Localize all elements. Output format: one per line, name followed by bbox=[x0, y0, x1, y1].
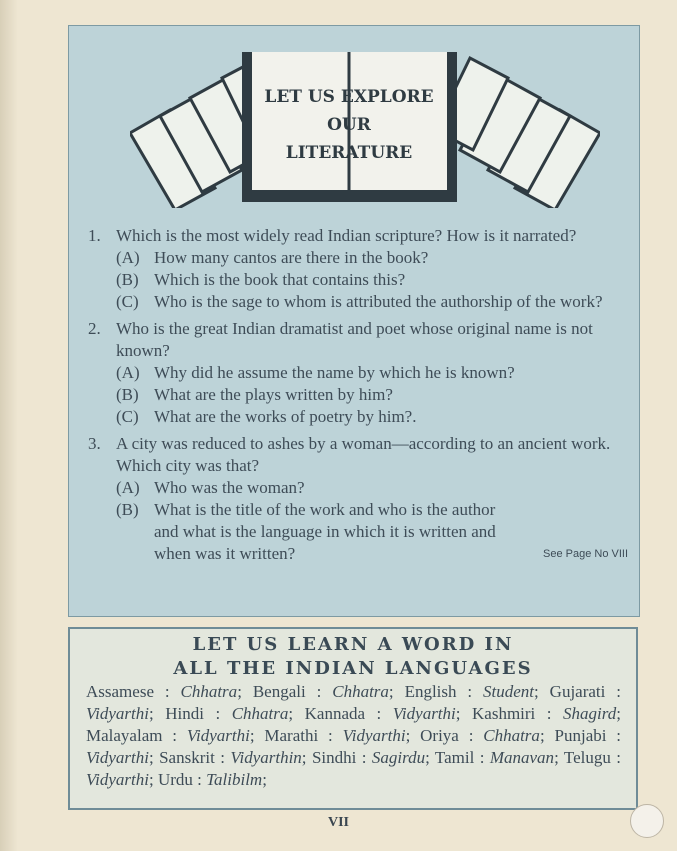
language-name: Sindhi bbox=[311, 748, 357, 767]
language-word: Vidyarthi bbox=[86, 770, 149, 789]
language-word: Chhatra bbox=[231, 704, 289, 723]
language-entry: Bengali : Chhatra; bbox=[252, 682, 394, 701]
page-binding-edge bbox=[0, 0, 18, 851]
language-word: Chhatra bbox=[483, 726, 540, 745]
sub-question-label: (C) bbox=[116, 292, 139, 311]
question-text: A city was reduced to ashes by a woman—according to an ancient work. Which city was that? bbox=[116, 434, 611, 475]
sub-question bbox=[82, 384, 628, 406]
language-name: Gujarati bbox=[549, 682, 606, 701]
language-entry: English : Student; bbox=[404, 682, 539, 701]
sub-question-text: Why did he assume the name by which he is known? bbox=[154, 363, 515, 382]
page-number: VII bbox=[327, 815, 349, 830]
language-word: Vidyarthin bbox=[230, 748, 302, 767]
sub-question-text: How many cantos are there in the book? bbox=[154, 248, 429, 267]
language-word: Student bbox=[483, 682, 535, 701]
language-name: Urdu bbox=[157, 770, 193, 789]
feature-title-line-3: LITERATURE bbox=[285, 143, 413, 163]
sub-question bbox=[82, 406, 628, 428]
sub-question-label: (A) bbox=[116, 248, 140, 267]
language-word: Chhatra bbox=[180, 682, 238, 701]
language-entry: Gujarati : Vidyarthi; bbox=[86, 682, 621, 723]
sub-question bbox=[82, 362, 628, 384]
see-page-note: See Page No VIII bbox=[543, 548, 628, 560]
question-number: 1. bbox=[88, 226, 101, 245]
word-list bbox=[86, 681, 621, 791]
sub-question-label: (A) bbox=[116, 363, 140, 382]
question-item bbox=[88, 433, 628, 565]
question-item bbox=[88, 225, 628, 313]
feature-title-line-2: OUR bbox=[327, 115, 371, 135]
word-box-title-line-2: ALL THE INDIAN LANGUAGES bbox=[173, 658, 533, 679]
language-word: Vidyarthi bbox=[342, 726, 406, 745]
language-entry: Punjabi : Vidyarthi; bbox=[86, 726, 622, 767]
language-word: Vidyarthi bbox=[86, 704, 149, 723]
language-name: Oriya bbox=[420, 726, 459, 745]
language-entry: Telugu : Vidyarthi; bbox=[86, 748, 621, 789]
language-name: Telugu bbox=[563, 748, 611, 767]
language-name: Sanskrit bbox=[159, 748, 215, 767]
sub-question-label: (C) bbox=[116, 407, 139, 426]
question-text: Which is the most widely read Indian scripture? How is it narrated? bbox=[116, 226, 577, 245]
sub-question-text: Which is the book that contains this? bbox=[154, 270, 406, 289]
open-book-illustration bbox=[130, 38, 600, 208]
sub-question-text: What are the plays written by him? bbox=[154, 385, 393, 404]
language-name: Hindi bbox=[165, 704, 204, 723]
sub-question-label: (B) bbox=[116, 500, 139, 519]
word-box-title bbox=[70, 633, 636, 681]
language-entry: Sindhi : Sagirdu; bbox=[311, 748, 430, 767]
scanner-logo bbox=[630, 804, 664, 838]
question-list bbox=[88, 225, 628, 570]
sub-question-text: Who was the woman? bbox=[154, 478, 305, 497]
language-entry: Kannada : Vidyarthi; bbox=[304, 704, 461, 723]
sub-question-label: (B) bbox=[116, 385, 139, 404]
language-word: Vidyarthi bbox=[392, 704, 456, 723]
language-entry: Kashmiri : Shagird; bbox=[472, 704, 621, 723]
language-entry: Urdu : Talibilm; bbox=[157, 770, 267, 789]
sub-question bbox=[82, 477, 628, 499]
feature-title-line-1: LET US EXPLORE bbox=[264, 87, 434, 107]
word-learning-box bbox=[68, 627, 638, 810]
language-word: Talibilm bbox=[206, 770, 263, 789]
sub-question bbox=[82, 499, 628, 565]
language-name: English bbox=[404, 682, 457, 701]
sub-question-text: What are the works of poetry by him?. bbox=[154, 407, 417, 426]
question-item bbox=[88, 318, 628, 428]
language-name: Assamese bbox=[86, 682, 154, 701]
language-word: Sagirdu bbox=[371, 748, 426, 767]
language-word: Chhatra bbox=[332, 682, 389, 701]
language-name: Malayalam bbox=[86, 726, 163, 745]
language-name: Kashmiri bbox=[472, 704, 536, 723]
language-entry: Assamese : Chhatra; bbox=[86, 682, 242, 701]
language-name: Kannada bbox=[304, 704, 366, 723]
language-name: Marathi bbox=[264, 726, 319, 745]
language-entry: Oriya : Chhatra; bbox=[420, 726, 545, 745]
language-entry: Tamil : Manavan; bbox=[434, 748, 559, 767]
question-text: Who is the great Indian dramatist and poet whose original name is not known? bbox=[116, 319, 593, 360]
language-entry: Hindi : Chhatra; bbox=[165, 704, 294, 723]
sub-question-text: What is the title of the work and who is the author and what is the language in which it is written and when was it written? bbox=[154, 500, 496, 563]
sub-question-text: Who is the sage to whom is attributed the authorship of the work? bbox=[154, 292, 603, 311]
sub-question-label: (A) bbox=[116, 478, 140, 497]
language-entry: Malayalam : Vidyarthi; bbox=[86, 726, 255, 745]
question-number: 2. bbox=[88, 319, 101, 338]
word-box-title-line-1: LET US LEARN A WORD IN bbox=[192, 634, 514, 655]
language-word: Vidyarthi bbox=[186, 726, 250, 745]
question-number: 3. bbox=[88, 434, 101, 453]
sub-question bbox=[82, 291, 628, 313]
language-name: Tamil bbox=[434, 748, 475, 767]
sub-question bbox=[82, 269, 628, 291]
language-entry: Sanskrit : Vidyarthin; bbox=[159, 748, 307, 767]
language-word: Manavan bbox=[489, 748, 555, 767]
language-word: Shagird bbox=[563, 704, 617, 723]
language-word: Vidyarthi bbox=[86, 748, 149, 767]
language-name: Bengali bbox=[252, 682, 306, 701]
sub-question-label: (B) bbox=[116, 270, 139, 289]
language-name: Punjabi bbox=[554, 726, 607, 745]
sub-question bbox=[82, 247, 628, 269]
language-entry: Marathi : Vidyarthi; bbox=[264, 726, 411, 745]
